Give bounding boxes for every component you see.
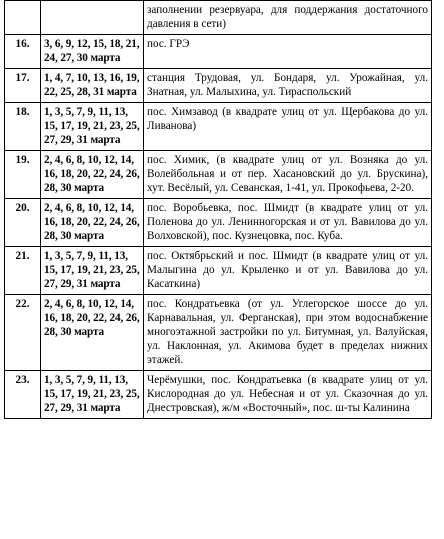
- table-row: [5, 151, 432, 199]
- water-schedule-table: [4, 0, 432, 419]
- service-area: заполнении резервуара, для поддержания достаточного давления в сети): [144, 1, 432, 35]
- row-number: 22.: [5, 295, 41, 371]
- table-body: [5, 1, 432, 419]
- supply-dates: 2, 4, 6, 8, 10, 12, 14, 16, 18, 20, 22, 24, 26, 28, 30 марта: [41, 151, 144, 199]
- table-row: [5, 103, 432, 151]
- table-row: [5, 199, 432, 247]
- supply-dates: [41, 1, 144, 35]
- row-number: 19.: [5, 151, 41, 199]
- service-area: пос. Химик, (в квадрате улиц от ул. Возняка до ул. Волейбольная и от пер. Хасановский до ул. Брускина), хут. Весёлый, ул. Севанская, 1-41, ул. Прокофьева, 2-20.: [144, 151, 432, 199]
- service-area: пос. ГРЭ: [144, 35, 432, 69]
- supply-dates: 1, 3, 5, 7, 9, 11, 13, 15, 17, 19, 21, 23, 25, 27, 29, 31 марта: [41, 247, 144, 295]
- row-number: 18.: [5, 103, 41, 151]
- service-area: пос. Кондратьевка (от ул. Углегорское шоссе до ул. Карнавальная, ул. Ферганская), при этом водоснабжение многоэтажной застройки по ул. Битумная, ул. Валуйская, ул. Наклонная, ул. Акимова будет в пределах нижних этажей.: [144, 295, 432, 371]
- table-row: [5, 295, 432, 371]
- row-number: [5, 1, 41, 35]
- supply-dates: 2, 4, 6, 8, 10, 12, 14, 16, 18, 20, 22, 24, 26, 28, 30 марта: [41, 199, 144, 247]
- service-area: станция Трудовая, ул. Бондаря, ул. Урожайная, ул. Знатная, ул. Малыхина, ул. Тираспольский: [144, 69, 432, 103]
- table-row: [5, 371, 432, 419]
- table-row: [5, 247, 432, 295]
- row-number: 23.: [5, 371, 41, 419]
- supply-dates: 3, 6, 9, 12, 15, 18, 21, 24, 27, 30 марта: [41, 35, 144, 69]
- service-area: пос. Октябрьский и пос. Шмидт (в квадрате улиц от ул. Малыгина до ул. Крыленко и от ул. Вавилова до ул. Касаткина): [144, 247, 432, 295]
- service-area: Черёмушки, пос. Кондратьевка (в квадрате улиц от ул. Кислородная до ул. Небесная и от ул. Сказочная до ул. Днестровская), ж/м «Восточный», пос. ш-ты Калинина: [144, 371, 432, 419]
- table-row: [5, 1, 432, 35]
- table-row: [5, 35, 432, 69]
- row-number: 21.: [5, 247, 41, 295]
- row-number: 20.: [5, 199, 41, 247]
- row-number: 17.: [5, 69, 41, 103]
- row-number: 16.: [5, 35, 41, 69]
- service-area: пос. Химзавод (в квадрате улиц от ул. Щербакова до ул. Ливанова): [144, 103, 432, 151]
- supply-dates: 1, 3, 5, 7, 9, 11, 13, 15, 17, 19, 21, 23, 25, 27, 29, 31 марта: [41, 371, 144, 419]
- supply-dates: 2, 4, 6, 8, 10, 12, 14, 16, 18, 20, 22, 24, 26, 28, 30 марта: [41, 295, 144, 371]
- table-row: [5, 69, 432, 103]
- service-area: пос. Воробьевка, пос. Шмидт (в квадрате улиц от ул. Поленова до ул. Ленинногорская и от ул. Вавилова до ул. Волховской), пос. Кузнецовка, пос. Куба.: [144, 199, 432, 247]
- supply-dates: 1, 4, 7, 10, 13, 16, 19, 22, 25, 28, 31 марта: [41, 69, 144, 103]
- supply-dates: 1, 3, 5, 7, 9, 11, 13, 15, 17, 19, 21, 23, 25, 27, 29, 31 марта: [41, 103, 144, 151]
